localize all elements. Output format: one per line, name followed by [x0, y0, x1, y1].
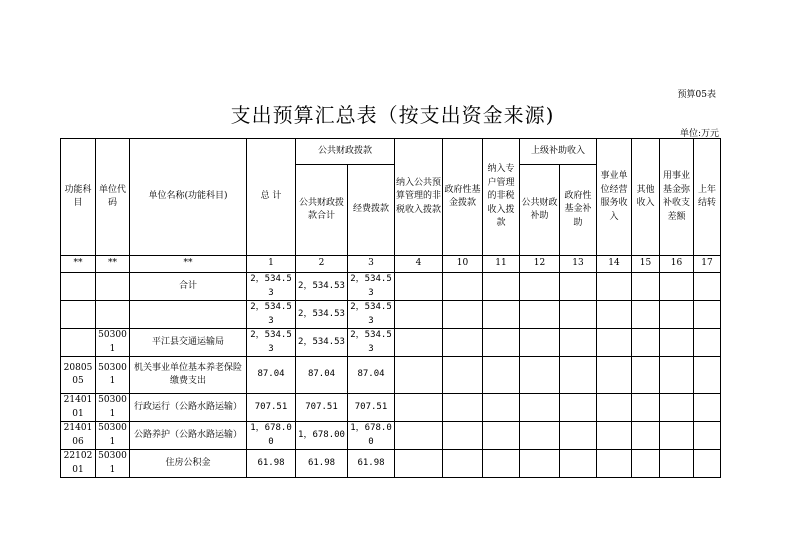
fiscal-total-cell: 1，678.00 [296, 422, 348, 450]
name-cell: 合计 [130, 273, 247, 301]
empty-cell [632, 357, 660, 394]
header-unit-name: 单位名称(功能科目) [130, 139, 247, 256]
funding-cell: 2，534.53 [348, 273, 395, 301]
empty-cell [520, 422, 560, 450]
empty-cell [560, 301, 597, 329]
fiscal-total-cell: 2，534.53 [296, 301, 348, 329]
name-cell: 公路养护（公路水路运输） [130, 422, 247, 450]
header-nontax-income: 纳入公共预算管理的非税收入拨款 [395, 139, 443, 256]
empty-cell [443, 357, 483, 394]
funding-cell: 707.51 [348, 394, 395, 422]
funding-cell: 1，678.00 [348, 422, 395, 450]
fiscal-total-cell: 707.51 [296, 394, 348, 422]
empty-cell [660, 301, 694, 329]
fiscal-total-cell: 61.98 [296, 450, 348, 478]
code-cell: 503001 [96, 357, 130, 394]
func-cell [61, 301, 96, 329]
index-cell: ** [130, 256, 247, 273]
total-cell: 61.98 [247, 450, 296, 478]
name-cell [130, 301, 247, 329]
funding-cell: 87.04 [348, 357, 395, 394]
header-public-fiscal: 公共财政拨款 [296, 139, 395, 165]
header-funding: 经费拨款 [348, 165, 395, 256]
funding-cell: 2，534.53 [348, 329, 395, 357]
empty-cell [520, 273, 560, 301]
index-cell: 11 [483, 256, 520, 273]
empty-cell [694, 422, 721, 450]
funding-cell: 2，534.53 [348, 301, 395, 329]
empty-cell [560, 273, 597, 301]
empty-cell [395, 357, 443, 394]
empty-cell [395, 450, 443, 478]
func-cell: 2140101 [61, 394, 96, 422]
empty-cell [632, 273, 660, 301]
index-cell: ** [96, 256, 130, 273]
header-special-nontax: 纳入专户管理的非税收入拨款 [483, 139, 520, 256]
header-business-income: 事业单位经营服务收入 [597, 139, 632, 256]
empty-cell [632, 394, 660, 422]
table-row [61, 422, 721, 450]
empty-cell [483, 329, 520, 357]
index-cell: 3 [348, 256, 395, 273]
header-carryover: 上年结转 [694, 139, 721, 256]
empty-cell [443, 422, 483, 450]
empty-cell [660, 394, 694, 422]
empty-cell [443, 450, 483, 478]
empty-cell [660, 329, 694, 357]
func-cell: 2080505 [61, 357, 96, 394]
header-total: 总 计 [247, 139, 296, 256]
empty-cell [443, 273, 483, 301]
empty-cell [597, 422, 632, 450]
index-row [61, 256, 721, 273]
empty-cell [597, 357, 632, 394]
unit-label: 单位:万元 [679, 129, 719, 139]
empty-cell [597, 394, 632, 422]
empty-cell [632, 422, 660, 450]
total-cell: 2，534.53 [247, 329, 296, 357]
total-cell: 1，678.00 [247, 422, 296, 450]
empty-cell [520, 450, 560, 478]
table-row [61, 394, 721, 422]
index-cell: 1 [247, 256, 296, 273]
empty-cell [395, 329, 443, 357]
table-row [61, 329, 721, 357]
empty-cell [560, 450, 597, 478]
index-cell: 13 [560, 256, 597, 273]
header-gov-fund: 政府性基金拨款 [443, 139, 483, 256]
page-title: 支出预算汇总表（按支出资金来源) [230, 103, 555, 127]
empty-cell [560, 357, 597, 394]
empty-cell [694, 450, 721, 478]
empty-cell [660, 357, 694, 394]
index-cell: 4 [395, 256, 443, 273]
empty-cell [660, 273, 694, 301]
fiscal-total-cell: 2，534.53 [296, 273, 348, 301]
empty-cell [632, 450, 660, 478]
index-cell: 2 [296, 256, 348, 273]
code-cell: 503001 [96, 394, 130, 422]
header-superior-subsidy: 上级补助收入 [520, 139, 597, 165]
empty-cell [520, 301, 560, 329]
empty-cell [395, 394, 443, 422]
empty-cell [520, 329, 560, 357]
func-cell: 2210201 [61, 450, 96, 478]
empty-cell [395, 301, 443, 329]
table-row [61, 301, 721, 329]
index-cell: 17 [694, 256, 721, 273]
name-cell: 住房公积金 [130, 450, 247, 478]
name-cell: 机关事业单位基本养老保险缴费支出 [130, 357, 247, 394]
index-cell: ** [61, 256, 96, 273]
total-cell: 2，534.53 [247, 301, 296, 329]
func-cell [61, 273, 96, 301]
empty-cell [483, 450, 520, 478]
index-cell: 15 [632, 256, 660, 273]
header-other-income: 其他收入 [632, 139, 660, 256]
header-superior-gov-fund: 政府性基金补助 [560, 165, 597, 256]
empty-cell [694, 357, 721, 394]
func-cell [61, 329, 96, 357]
empty-cell [694, 273, 721, 301]
table-row [61, 450, 721, 478]
total-cell: 707.51 [247, 394, 296, 422]
empty-cell [483, 301, 520, 329]
funding-cell: 61.98 [348, 450, 395, 478]
func-cell: 2140106 [61, 422, 96, 450]
empty-cell [660, 422, 694, 450]
index-cell: 14 [597, 256, 632, 273]
table-row [61, 357, 721, 394]
empty-cell [560, 394, 597, 422]
index-cell: 12 [520, 256, 560, 273]
empty-cell [443, 394, 483, 422]
form-code: 预算05表 [677, 90, 716, 100]
code-cell: 503001 [96, 450, 130, 478]
empty-cell [560, 422, 597, 450]
header-func-subject: 功能科目 [61, 139, 96, 256]
empty-cell [443, 301, 483, 329]
name-cell: 平江县交通运输局 [130, 329, 247, 357]
code-cell: 503001 [96, 329, 130, 357]
name-cell: 行政运行（公路水路运输） [130, 394, 247, 422]
fiscal-total-cell: 87.04 [296, 357, 348, 394]
empty-cell [632, 329, 660, 357]
total-cell: 2，534.53 [247, 273, 296, 301]
empty-cell [395, 422, 443, 450]
header-superior-public-fiscal: 公共财政补助 [520, 165, 560, 256]
index-cell: 10 [443, 256, 483, 273]
empty-cell [483, 273, 520, 301]
empty-cell [632, 301, 660, 329]
empty-cell [520, 394, 560, 422]
empty-cell [694, 301, 721, 329]
empty-cell [520, 357, 560, 394]
empty-cell [483, 357, 520, 394]
header-unit-code: 单位代码 [96, 139, 130, 256]
total-cell: 87.04 [247, 357, 296, 394]
empty-cell [597, 301, 632, 329]
table-row [61, 273, 721, 301]
empty-cell [443, 329, 483, 357]
header-fund-remedy: 用事业基金弥补收支差额 [660, 139, 694, 256]
code-cell: 503001 [96, 422, 130, 450]
code-cell [96, 301, 130, 329]
empty-cell [694, 329, 721, 357]
empty-cell [483, 394, 520, 422]
empty-cell [597, 450, 632, 478]
empty-cell [395, 273, 443, 301]
fiscal-total-cell: 2，534.53 [296, 329, 348, 357]
empty-cell [597, 273, 632, 301]
empty-cell [694, 394, 721, 422]
budget-table [60, 138, 721, 478]
code-cell [96, 273, 130, 301]
index-cell: 16 [660, 256, 694, 273]
empty-cell [483, 422, 520, 450]
empty-cell [660, 450, 694, 478]
empty-cell [560, 329, 597, 357]
empty-cell [597, 329, 632, 357]
header-public-fiscal-total: 公共财政拨款合计 [296, 165, 348, 256]
